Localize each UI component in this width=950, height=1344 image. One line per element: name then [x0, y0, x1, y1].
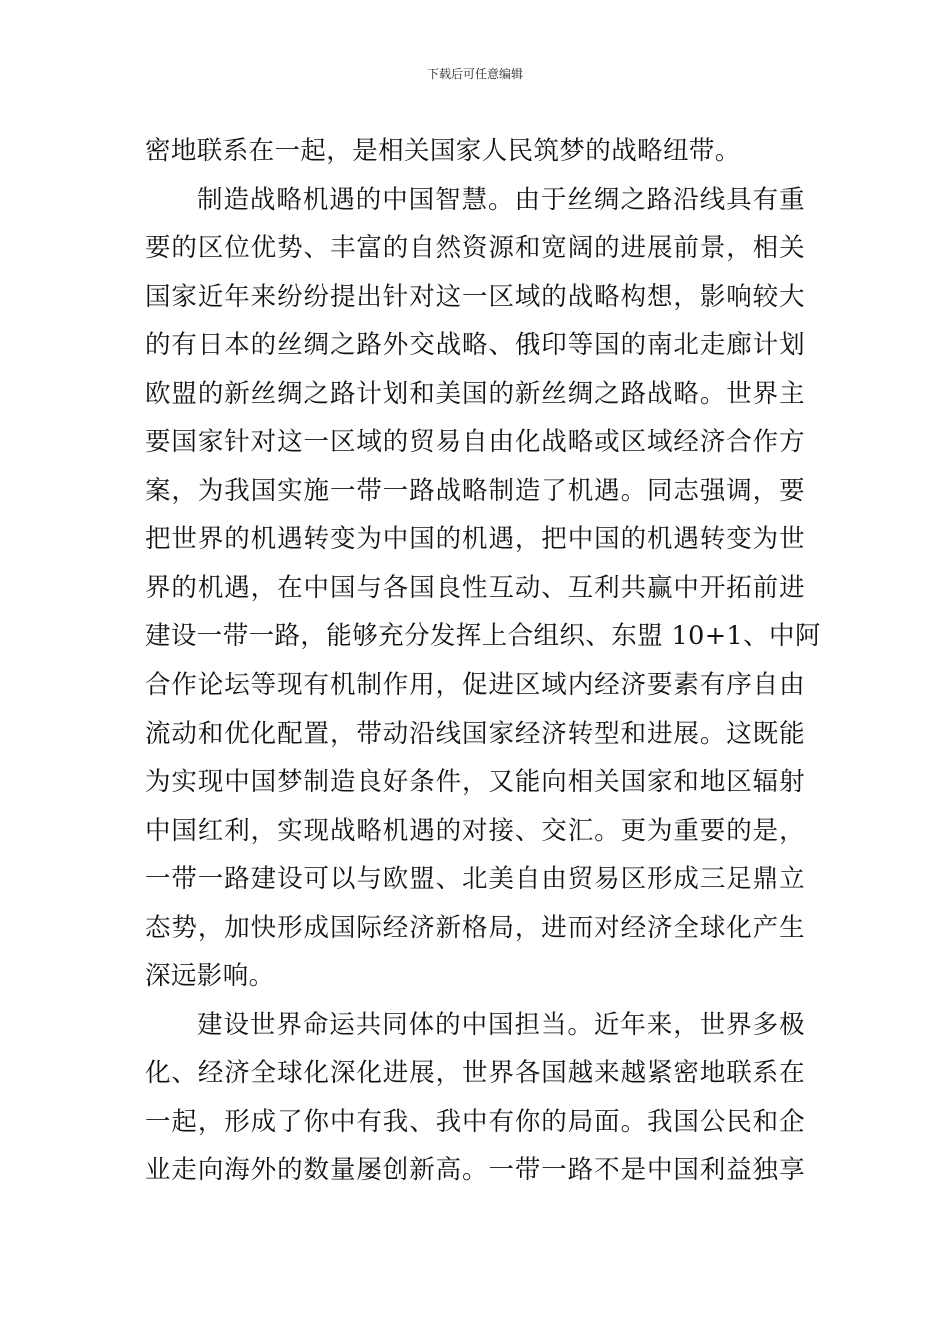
text-line: 的有日本的丝绸之路外交战略、俄印等国的南北走廊计划	[145, 330, 805, 361]
text-line: 合作论坛等现有机制作用，促进区域内经济要素有序自由	[145, 670, 805, 701]
text-line: 中国红利，实现战略机遇的对接、交汇。更为重要的是，	[145, 815, 805, 846]
text-line: 一起，形成了你中有我、我中有你的局面。我国公民和企	[145, 1106, 805, 1137]
text-line: 为实现中国梦制造良好条件，又能向相关国家和地区辐射	[145, 767, 805, 798]
page-header: 下载后可任意编辑	[426, 67, 523, 81]
text-line: 要国家针对这一区域的贸易自由化战略或区域经济合作方	[145, 427, 805, 458]
text-line: 化、经济全球化深化进展，世界各国越来越紧密地联系在	[145, 1058, 805, 1089]
text-line: 制造战略机遇的中国智慧。由于丝绸之路沿线具有重	[197, 184, 805, 215]
text-line: 态势，加快形成国际经济新格局，进而对经济全球化产生	[145, 912, 805, 943]
text-line: 深远影响。	[145, 961, 275, 992]
document-body	[145, 127, 821, 1195]
text-line: 建设一带一路，能够充分发挥上合组织、东盟 10+1、中阿	[145, 621, 821, 652]
paragraph	[145, 1001, 805, 1195]
text-line: 流动和优化配置，带动沿线国家经济转型和进展。这既能	[145, 718, 805, 749]
text-line: 把世界的机遇转变为中国的机遇，把中国的机遇转变为世	[145, 524, 805, 555]
text-line: 界的机遇，在中国与各国良性互动、互利共赢中开拓前进	[145, 572, 805, 603]
text-line: 欧盟的新丝绸之路计划和美国的新丝绸之路战略。世界主	[145, 378, 805, 409]
paragraph	[145, 127, 805, 176]
text-line: 一带一路建设可以与欧盟、北美自由贸易区形成三足鼎立	[145, 864, 805, 895]
text-line: 案，为我国实施一带一路战略制造了机遇。同志强调，要	[145, 475, 805, 506]
text-line: 密地联系在一起，是相关国家人民筑梦的战略纽带。	[145, 136, 741, 166]
text-line: 国家近年来纷纷提出针对这一区域的战略构想，影响较大	[145, 281, 805, 312]
text-line: 要的区位优势、丰富的自然资源和宽阔的进展前景，相关	[145, 233, 805, 264]
paragraph	[145, 176, 821, 1001]
text-line: 业走向海外的数量屡创新高。一带一路不是中国利益独享	[145, 1155, 805, 1186]
text-line: 建设世界命运共同体的中国担当。近年来，世界多极	[197, 1009, 805, 1040]
